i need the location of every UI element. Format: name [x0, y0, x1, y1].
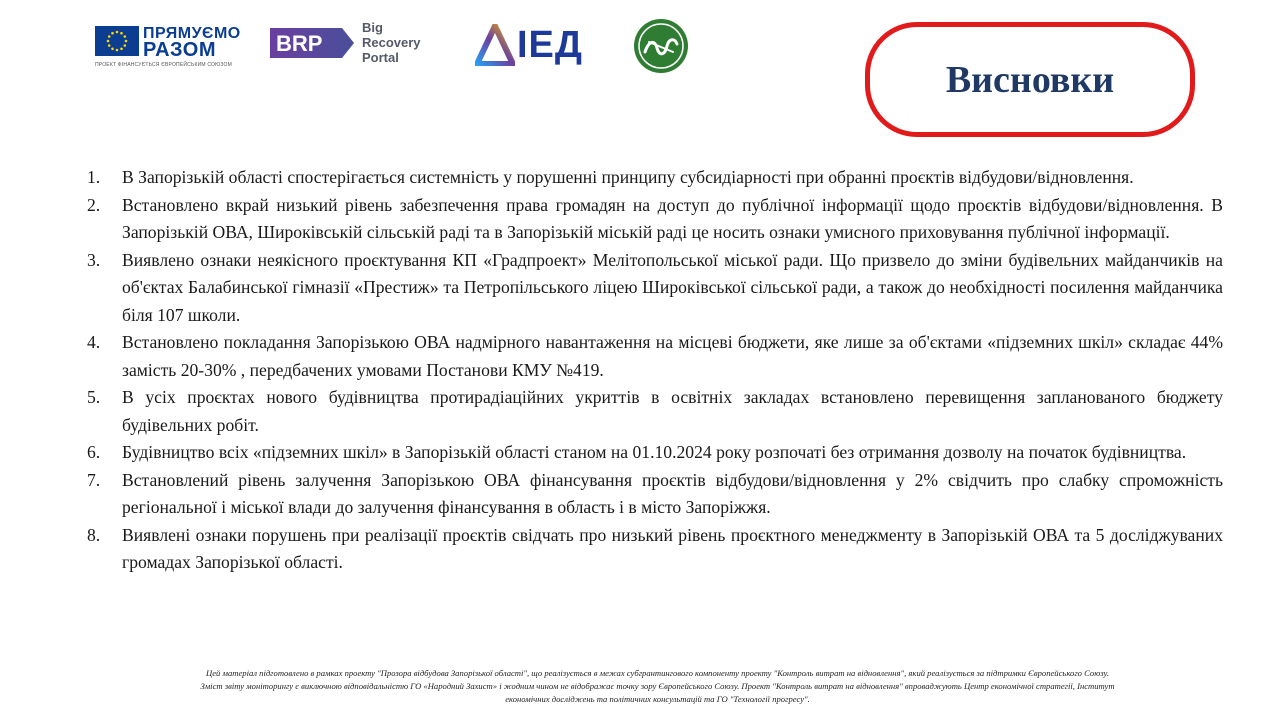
brp-line2: Recovery — [362, 35, 421, 50]
list-item-number: 8. — [87, 524, 101, 545]
list-item-text: Виявлені ознаки порушень при реалізації проєктів свідчать про низький рівень проєктного менеджменту в Запорізькій ОВА та 5 досліджуваних громадах Запорізької області. — [122, 524, 1223, 572]
conclusions-list — [83, 164, 1223, 577]
eu-logo-name — [143, 26, 241, 60]
brp-line3: Portal — [362, 50, 399, 65]
list-item — [83, 192, 1223, 247]
partner-logos — [95, 10, 735, 80]
eu-flag-icon — [95, 26, 139, 56]
list-item-text: Встановлено вкрай низький рівень забезпечення права громадян на доступ до публічної інформації щодо проєктів відбудови/відновлення. В Запорізькій ОВА, Широківській сільській раді та в Запорізькій міській раді це носить ознаки умисного приховування публічної інформації. — [122, 194, 1223, 242]
list-item — [83, 439, 1223, 467]
brp-logo-text — [362, 20, 421, 65]
list-item-text: Будівництво всіх «підземних шкіл» в Запорізькій області станом на 01.10.2024 року розпочаті без отримання дозволу на початок будівництва. — [122, 442, 1187, 462]
footer-line1: Цей матеріал підготовлено в рамках проекту "Прозора відбудова Запорізької області", що реалізується в межах субгрантингового компоненту проекту "Контроль витрат на відновлення", який реалізується за підтримки Європейського Союзу. — [206, 668, 1109, 678]
list-item-text: Встановлено покладання Запорізькою ОВА надмірного навантаження на місцеві бюджети, яке лише за об'єктами «підземних шкіл» складає 44% замість 20-30% , передбачених умовами Постанови КМУ №419. — [122, 332, 1223, 380]
ied-logo — [475, 20, 595, 70]
list-item-text: В Запорізькій області спостерігається системність у порушенні принципу субсидіарності при обранні проєктів відбудови/відновлення. — [122, 167, 1134, 187]
brp-logo — [270, 20, 450, 76]
nz-logo — [633, 18, 689, 74]
brp-mark-icon — [270, 28, 354, 58]
eu-logo-line2: РАЗОМ — [143, 39, 217, 61]
list-item-text: В усіх проєктах нового будівництва протирадіаційних укриттів в освітніх закладах встановлено перевищення запланованого бюджету будівельних робіт. — [122, 387, 1223, 435]
eu-logo-line1: ПРЯМУЄМО — [143, 25, 241, 42]
list-item-number: 7. — [87, 469, 101, 490]
brp-line1: Big — [362, 20, 383, 35]
list-item-number: 1. — [87, 167, 101, 187]
title-box — [865, 22, 1195, 137]
ied-logo-text: ІЕД — [517, 24, 583, 66]
list-item-number: 5. — [87, 387, 101, 407]
eu-logo — [95, 24, 241, 76]
list-item-text: Встановлений рівень залучення Запорізькою ОВА фінансування проєктів відбудови/відновлення у 2% свідчить про слабку спроможність регіональної і міської влади до залучення фінансування в область і в місто Запоріжжя. — [122, 469, 1223, 517]
list-item-number: 4. — [87, 332, 101, 352]
ied-triangle-icon — [475, 24, 515, 66]
list-item — [83, 467, 1223, 522]
list-item — [83, 247, 1223, 330]
footer-disclaimer — [80, 667, 1235, 706]
brp-mark-text: BRP — [276, 31, 323, 56]
list-item — [83, 329, 1223, 384]
list-item-number: 2. — [87, 194, 101, 215]
list-item-number: 6. — [87, 442, 101, 462]
list-item-number: 3. — [87, 249, 101, 270]
list-item-text: Виявлено ознаки неякісного проєктування КП «Градпроект» Мелітопольської міської ради. Що призвело до зміни будівельних майданчиків на об'єктах Балабинської гімназії «Престиж» та Петропільського ліцею Широківської сільської ради, а також до необхідності посилення майданчика біля 107 школи. — [122, 249, 1223, 325]
footer-line2: Зміст звіту моніторингу є виключною відповідальністю ГО «Народний Захист» і жодним чином не відображає точку зору Європейського Союзу. Проект "Контроль витрат на відновлення" впроваджують Центр економічної стратегії, Інститут — [200, 681, 1115, 691]
list-item — [83, 384, 1223, 439]
nz-emblem-icon — [633, 18, 689, 74]
footer-line3: економічних досліджень та політичних консультацій та ГО "Технології прогресу". — [505, 694, 810, 704]
eu-logo-subtitle: ПРОЕКТ ФІНАНСУЄТЬСЯ ЄВРОПЕЙСЬКИМ СОЮЗОМ — [95, 62, 232, 68]
page-title: Висновки — [945, 58, 1115, 101]
list-item — [83, 522, 1223, 577]
list-item — [83, 164, 1223, 192]
